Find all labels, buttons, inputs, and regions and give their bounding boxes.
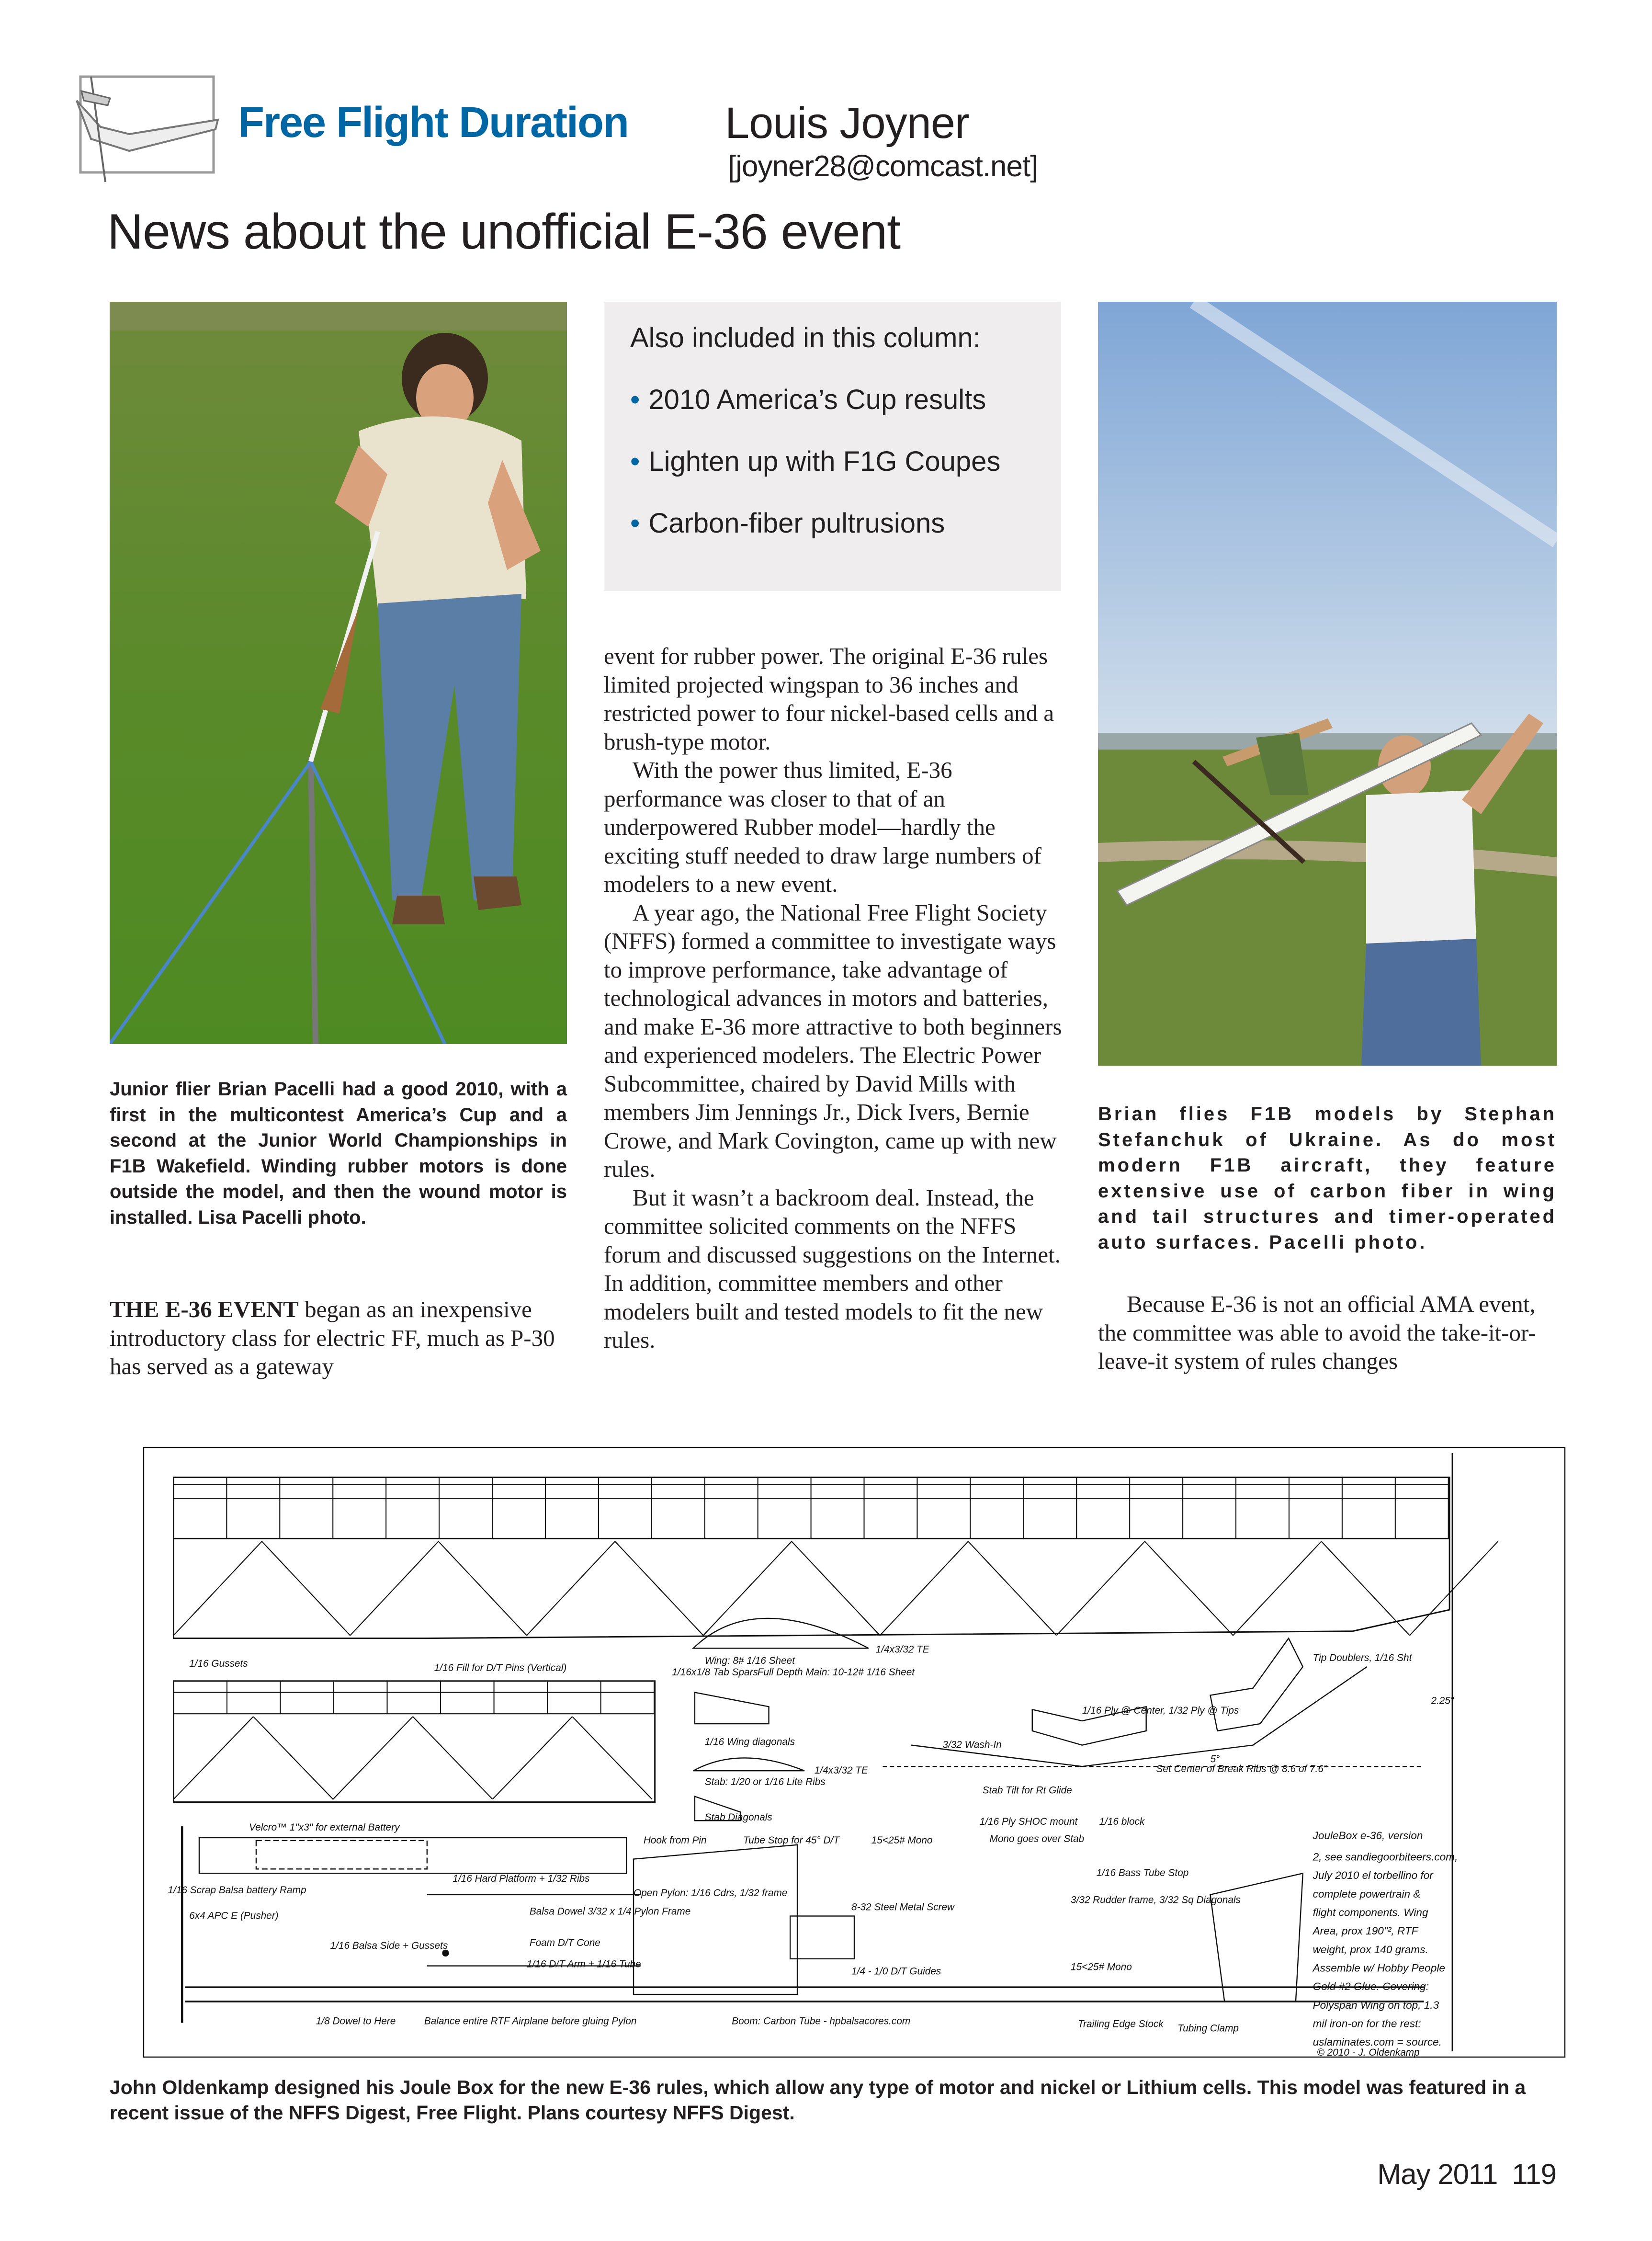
plan-caption: John Oldenkamp designed his Joule Box for the new E-36 rules, which allow any type of motor and nickel or Lithium cells. This model was featured in a recent issue of the NFFS Digest, Free Flight. Plans courtesy NFFS Digest. xyxy=(110,2076,1526,2124)
plan-label: Foam D/T Cone xyxy=(529,1937,600,1948)
bullet-icon: • xyxy=(630,446,640,477)
article-lead-in: THE E-36 EVENT xyxy=(110,1296,299,1322)
plan-label: Mono goes over Stab xyxy=(989,1833,1085,1844)
author-name: Louis Joyner xyxy=(725,99,969,148)
plan-label: Trailing Edge Stock xyxy=(1077,2018,1164,2030)
article-paragraph: A year ago, the National Free Flight Society (NFFS) formed a committee to investigate ways to improve performance, take advantage of technological advances in motors and batteries, and make E-36 more attractive to both beginners and experienced modelers. The Electric Power Subcommittee, chaired by David Mills with members Jim Jennings Jr., Dick Ivers, Bernie Crowe, and Mark Covington, came up with new rules. xyxy=(604,899,1062,1182)
photo-caption-left: Junior flier Brian Pacelli had a good 2010, with a first in the multicontest America’s Cup and a second at the Junior World Championships in F1B Wakefield. Winding rubber motors is done outside the model, and then the wound motor is installed. Lisa Pacelli photo. xyxy=(110,1079,567,1228)
plan-label: 1/16 Hard Platform + 1/32 Ribs xyxy=(453,1873,590,1885)
plan-label: 1/16x1/8 Tab Spars xyxy=(672,1666,758,1678)
plan-label: 1/4x3/32 TE xyxy=(875,1644,929,1655)
plan-note-line: complete powertrain & xyxy=(1313,1888,1421,1900)
plan-label: Balance entire RTF Airplane before gluing Pylon xyxy=(424,2015,637,2027)
plan-note-line: mil iron-on for the rest: xyxy=(1313,2017,1421,2030)
plan-note-line: Gold #2 Glue. Covering: xyxy=(1313,1980,1429,1993)
item-label: 2010 America’s Cup results xyxy=(648,384,986,415)
plan-label: 6x4 APC E (Pusher) xyxy=(189,1910,279,1922)
plan-label: 15<25# Mono xyxy=(871,1834,933,1846)
plan-label: Hook from Pin xyxy=(643,1834,707,1846)
plan-note-line: Area, prox 190"², RTF xyxy=(1313,1925,1418,1937)
plan-label: 1/8 Dowel to Here xyxy=(316,2015,396,2027)
column-title: Free Flight Duration xyxy=(238,99,628,147)
plan-label: 1/16 Fill for D/T Pins (Vertical) xyxy=(434,1662,567,1673)
plan-label: Set Center of Break Ribs @ 8.6 of 7.6" xyxy=(1156,1763,1327,1775)
also-included-item[interactable] xyxy=(630,445,1061,478)
also-included-box xyxy=(604,302,1061,591)
plan-note-line: Polyspan Wing on top, 1.3 xyxy=(1313,1999,1439,2011)
bullet-icon: • xyxy=(630,384,640,415)
plan-label: 1/16 Scrap Balsa battery Ramp xyxy=(168,1884,306,1896)
joule-box-plan-drawing xyxy=(142,1446,1566,2059)
issue-date: May 2011 xyxy=(1377,2158,1498,2190)
plan-note-line: Assemble w/ Hobby People xyxy=(1313,1962,1445,1974)
article-paragraph: With the power thus limited, E-36 performance was closer to that of an underpowered Rubber model—hardly the exciting stuff needed to draw large numbers of modelers to a new event. xyxy=(604,757,1041,897)
plan-label: 1/16 block xyxy=(1099,1816,1145,1828)
photo-brian-winding-motor xyxy=(110,302,567,1044)
article-paragraph: Because E-36 is not an official AMA event, the committee was able to avoid the take-it-or-leave-it system of rules changes xyxy=(1098,1291,1536,1374)
item-label: Carbon-fiber pultrusions xyxy=(648,508,945,539)
plan-label: Balsa Dowel 3/32 x 1/4 Pylon Frame xyxy=(529,1906,691,1917)
plan-label: 1/16 Gussets xyxy=(189,1658,248,1670)
author-email[interactable]: [joyner28@comcast.net] xyxy=(728,150,1038,183)
article-paragraph: event for rubber power. The original E-36 rules limited projected wingspan to 36 inches and restricted power to four nickel-based cells and a brush-type motor. xyxy=(604,643,1054,755)
plan-label: 1/16 Ply @ Center, 1/32 Ply @ Tips xyxy=(1082,1705,1239,1717)
article-text: began as an inexpensive introductory class for electric FF, much as P-30 has served as a gateway xyxy=(110,1296,555,1379)
also-included-heading: Also included in this column: xyxy=(630,322,981,353)
photo-brian-launching-f1b xyxy=(1098,302,1557,1066)
article-paragraph: But it wasn’t a backroom deal. Instead, the committee solicited comments on the NFFS forum and discussed suggestions on the Internet. In addition, committee members and other modelers built and tested models to fit the new rules. xyxy=(604,1184,1061,1353)
plan-label: 1/4x3/32 TE xyxy=(814,1765,868,1776)
page-footer xyxy=(1377,2158,1556,2191)
photo-caption-right: Brian flies F1B models by Stephan Stefanchuk of Ukraine. As do most modern F1B aircraft, they feature extensive use of carbon fiber in wing and tail structures and timer-operated auto surfaces. Pacelli photo. xyxy=(1098,1103,1557,1253)
plan-label: Velcro™ 1"x3" for external Battery xyxy=(249,1822,400,1833)
plan-note-line: July 2010 el torbellino for xyxy=(1313,1869,1433,1882)
plan-note-line: uslaminates.com = source. xyxy=(1313,2036,1442,2048)
bullet-icon: • xyxy=(630,508,640,539)
item-label: Lighten up with F1G Coupes xyxy=(648,446,1001,477)
plan-label: Open Pylon: 1/16 Cdrs, 1/32 frame xyxy=(634,1887,788,1899)
plan-label: 3/32 Wash-In xyxy=(942,1739,1002,1751)
plan-label: 2.25" xyxy=(1431,1695,1454,1706)
plan-label: 1/16 Balsa Side + Gussets xyxy=(330,1940,448,1951)
plan-label: 1/16 Wing diagonals xyxy=(704,1736,795,1748)
plan-note-line: 2, see sandiegoorbiteers.com, xyxy=(1313,1851,1458,1863)
plan-note-line: weight, prox 140 grams. xyxy=(1313,1943,1428,1956)
article-subtitle: News about the unofficial E-36 event xyxy=(107,204,901,260)
column-logo xyxy=(72,72,230,187)
plan-label: 15<25# Mono xyxy=(1071,1961,1132,1973)
plan-label: Full Depth Main: 10-12# 1/16 Sheet xyxy=(757,1666,915,1678)
plan-label: Stab Tilt for Rt Glide xyxy=(982,1785,1072,1796)
plan-label: 5° xyxy=(1210,1753,1220,1765)
plan-label: 1/4 - 1/0 D/T Guides xyxy=(851,1966,941,1977)
plan-label: Wing: 8# 1/16 Sheet xyxy=(704,1655,795,1667)
article-column-left xyxy=(110,1295,567,1381)
article-column-right xyxy=(1098,1290,1557,1376)
also-included-item[interactable] xyxy=(630,384,1061,416)
page-number: 119 xyxy=(1512,2158,1556,2190)
plan-label: Stab Diagonals xyxy=(704,1812,772,1823)
plan-label: Tip Doublers, 1/16 Sht xyxy=(1313,1652,1412,1664)
plan-note-line: JouleBox e-36, version xyxy=(1313,1829,1423,1842)
plan-label: 1/16 D/T Arm + 1/16 Tube xyxy=(526,1958,641,1970)
plan-label: Tubing Clamp xyxy=(1177,2023,1239,2034)
plan-note-line: flight components. Wing xyxy=(1313,1906,1428,1919)
plan-label: Tube Stop for 45° D/T xyxy=(743,1834,840,1846)
article-column-middle xyxy=(604,642,1064,1354)
designer-signature: © 2010 - J. Oldenkamp xyxy=(1317,2047,1420,2058)
plan-label: 1/16 Bass Tube Stop xyxy=(1096,1867,1189,1879)
plan-label: 8-32 Steel Metal Screw xyxy=(851,1901,955,1913)
plan-label: 3/32 Rudder frame, 3/32 Sq Diagonals xyxy=(1071,1894,1241,1906)
plan-label: Boom: Carbon Tube - hpbalsacores.com xyxy=(732,2015,911,2027)
plan-label: 1/16 Ply SHOC mount xyxy=(979,1816,1078,1828)
plan-label: Stab: 1/20 or 1/16 Lite Ribs xyxy=(704,1776,826,1787)
also-included-item[interactable] xyxy=(630,507,1061,539)
